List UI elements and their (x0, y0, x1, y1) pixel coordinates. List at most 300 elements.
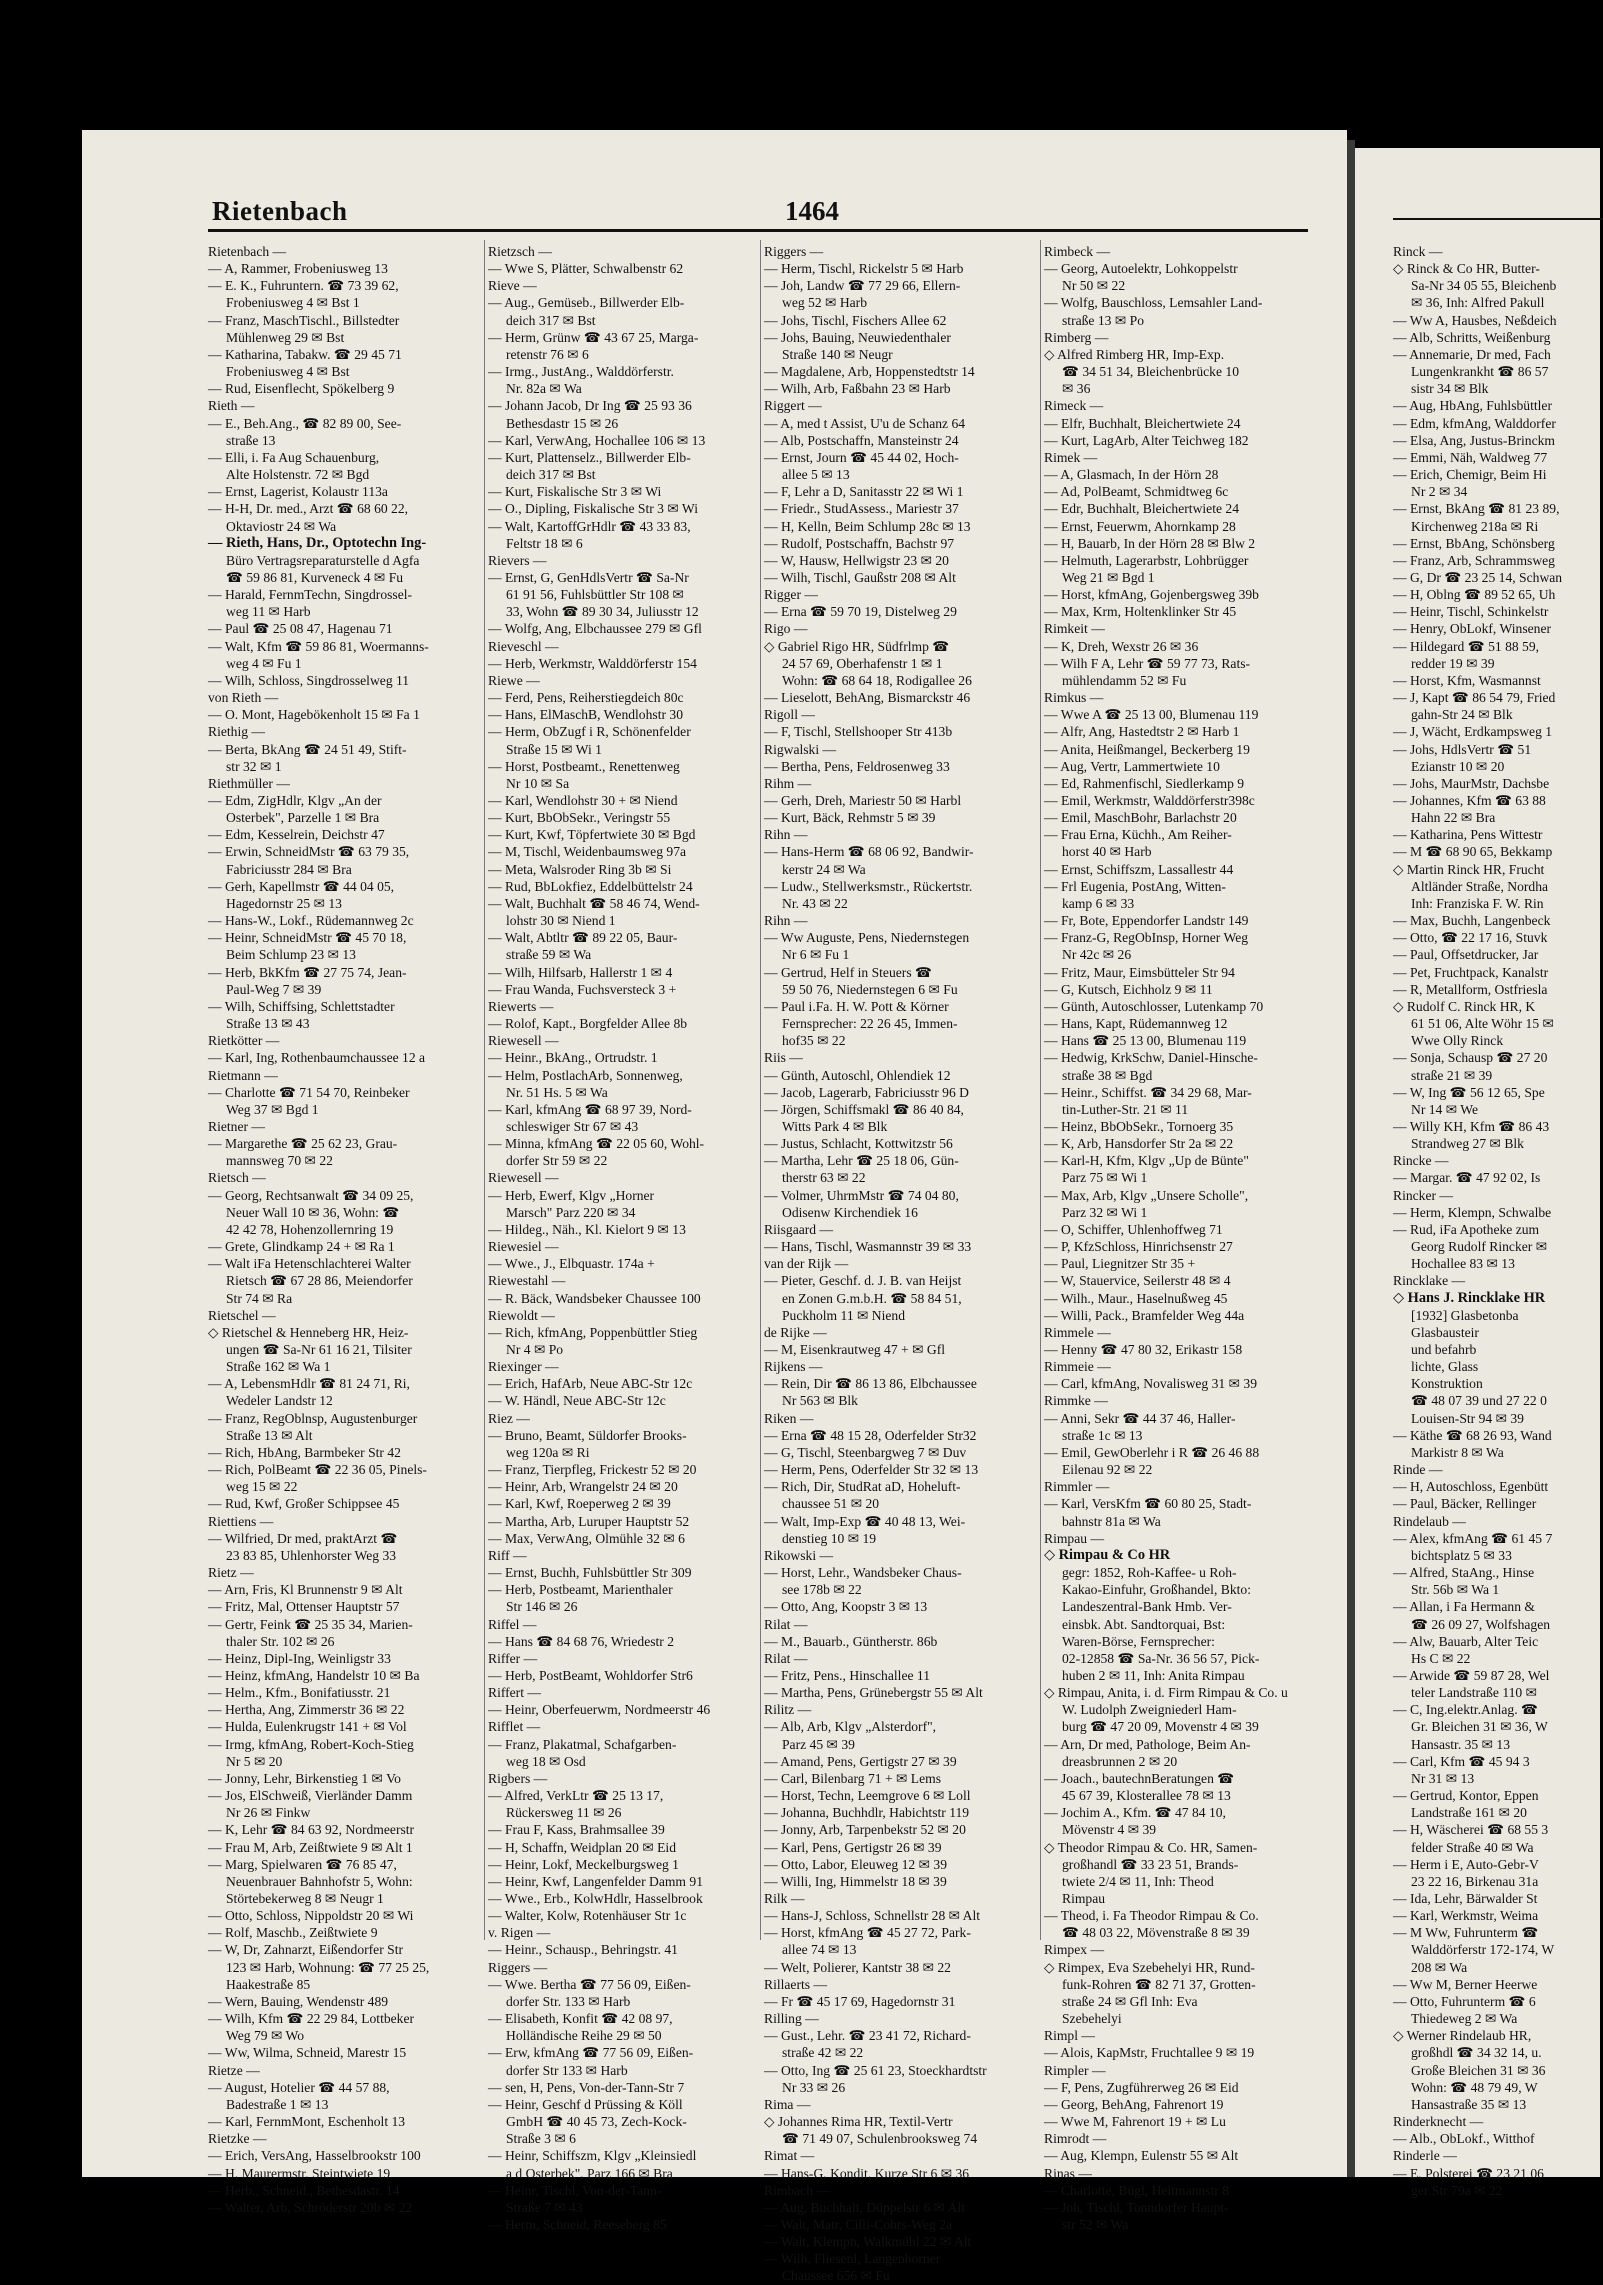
directory-entry: — Frau M, Arb, Zeißtwiete 9 ✉ Alt 1 (208, 1839, 413, 1855)
directory-entry: Rinck — (1393, 244, 1443, 259)
directory-entry: — H-H, Dr. med., Arzt ☎ 68 60 22, (208, 501, 409, 517)
directory-entry: — Aug., Gemüseb., Billwerder Elb- (488, 295, 685, 311)
directory-entry: — Heinr, Oberfeuerwm, Nordmeerstr 46 (488, 1702, 711, 1718)
directory-entry: — Ernst, Lagerist, Kolaustr 113a (208, 484, 388, 500)
directory-entry: ◇ Rimpau, Anita, i. d. Firm Rimpau & Co. u (1044, 1685, 1288, 1701)
directory-entry: — Jonny, Lehr, Birkenstieg 1 ✉ Vo (208, 1770, 401, 1786)
directory-entry: Riexinger — (488, 1359, 559, 1375)
directory-entry: dorfer Str. 133 ✉ Harb (506, 1993, 631, 2009)
directory-entry: — Joh, Tischl, Tonndorfer Haupt- (1044, 2199, 1229, 2215)
directory-entry: — W, Dr, Zahnarzt, Eißendorfer Str (208, 1942, 403, 1958)
directory-entry: 123 ✉ Harb, Wohnung: ☎ 77 25 25, (226, 1959, 430, 1975)
directory-entry: — Max, Buchh, Langenbeck (1393, 913, 1551, 929)
directory-entry: — Herb, Postbeamt, Marienthaler (488, 1582, 673, 1598)
directory-entry: Wohn: ☎ 48 79 49, W (1411, 2079, 1538, 2095)
directory-entry: — H, Schaffn, Weidplan 20 ✉ Eid (488, 1839, 676, 1855)
directory-entry: — Joh, Landw ☎ 77 29 66, Ellern- (764, 278, 961, 294)
directory-entry: Nr. 51 Hs. 5 ✉ Wa (506, 1084, 608, 1100)
directory-entry: — August, Hotelier ☎ 44 57 88, (208, 2079, 390, 2095)
directory-entry: — Ww, Wilma, Schneid, Marestr 15 (208, 2045, 407, 2061)
directory-entry: — C, Ing.elektr.Anlag. ☎ (1393, 1702, 1538, 1718)
directory-entry: — Wilh., Maur., Haselnußweg 45 (1044, 1290, 1228, 1306)
directory-entry: — Walt, Abtltr ☎ 89 22 05, Baur- (488, 930, 678, 946)
directory-entry: — Frau F, Kass, Brahmsallee 39 (488, 1822, 665, 1838)
directory-entry: Rihn — (764, 827, 808, 843)
directory-entry: — Ludw., Stellwerksmstr., Rückertstr. (764, 878, 973, 894)
directory-entry: — Karl, FernmMont, Eschenholt 13 (208, 2114, 406, 2130)
directory-entry: — Gust., Lehr. ☎ 23 41 72, Richard- (764, 2028, 971, 2044)
directory-entry: — Alb., ObLokf., Witthof (1393, 2131, 1535, 2147)
directory-entry: — G, Kutsch, Eichholz 9 ✉ 11 (1044, 981, 1213, 997)
directory-entry: — J, Kapt ☎ 86 54 79, Fried (1393, 690, 1556, 706)
directory-entry: — Franz, RegOblnsp, Augustenburger (208, 1410, 418, 1426)
directory-entry: Büro Vertragsreparaturstelle d Agfa (226, 552, 420, 568)
directory-entry: teler Landstraße 110 ✉ (1411, 1685, 1538, 1701)
directory-entry: — Hans-J, Schloss, Schnellstr 28 ✉ Alt (764, 1908, 981, 1924)
directory-entry: — Jos, ElSchweiß, Vierländer Damm (208, 1788, 413, 1804)
directory-entry: — H, Bauarb, In der Hörn 28 ✉ Blw 2 (1044, 535, 1256, 551)
directory-entry: — Rud, iFa Apotheke zum (1393, 1221, 1540, 1237)
directory-entry: — Martha, Pens, Grünebergstr 55 ✉ Alt (764, 1685, 983, 1701)
directory-entry: — Alb, Schritts, Weißenburg (1393, 329, 1551, 345)
directory-entry: — H, Wäscherei ☎ 68 55 3 (1393, 1822, 1549, 1838)
directory-entry: — Martha, Arb, Luruper Hauptstr 52 (488, 1513, 690, 1529)
directory-entry: — Kurt, Kwf, Töpfertwiete 30 ✉ Bgd (488, 827, 696, 843)
directory-entry: Nr 4 ✉ Po (506, 1342, 564, 1357)
directory-entry: Rilat — (764, 1616, 808, 1632)
directory-entry: — Franz, MaschTischl., Billstedter (208, 312, 400, 328)
directory-entry: — A, Rammer, Frobeniusweg 13 (208, 261, 388, 277)
directory-entry: — Walter, Arb, Schröderstr 20b ✉ 22 (208, 2199, 413, 2215)
directory-entry: — Elli, i. Fa Aug Schauenburg, (208, 449, 380, 465)
directory-entry: — Kurt, LagArb, Alter Teichweg 182 (1044, 432, 1249, 448)
directory-entry: — Emil, GewOberlehr i R ☎ 26 46 88 (1044, 1444, 1260, 1460)
directory-entry: Riggers — (488, 1959, 548, 1975)
page-header (128, 196, 1316, 228)
directory-entry: de Rijke — (764, 1324, 827, 1340)
directory-entry: — Kurt, Bäck, Rehmstr 5 ✉ 39 (764, 810, 936, 826)
directory-entry: Nr 31 ✉ 13 (1411, 1770, 1475, 1786)
directory-entry: van der Rijk — (764, 1256, 849, 1272)
directory-entry: ◇ Rietschel & Henneberg HR, Heiz- (208, 1324, 409, 1340)
directory-entry: — Karl, Werkmstr, Weima (1393, 1908, 1539, 1924)
directory-entry: — Irmg., JustAng., Walddörferstr. (488, 364, 674, 380)
directory-entry: v. Rigen — (488, 1925, 551, 1941)
directory-entry: — P, KfzSchloss, Hinrichsenstr 27 (1044, 1239, 1233, 1255)
directory-entry: — Karl-H, Kfm, Klgv „Up de Bünte" (1044, 1153, 1249, 1169)
directory-entry: Rilk — (764, 1891, 805, 1906)
directory-entry: Rimbach — (764, 2182, 831, 2198)
directory-entry: — W, Hausw, Hellwigstr 23 ✉ 20 (764, 552, 949, 568)
directory-entry: — Paul i.Fa. H. W. Pott & Körner (764, 998, 949, 1014)
directory-entry: Nr 33 ✉ 26 (782, 2079, 846, 2095)
directory-entry: — E. K., Fuhruntern. ☎ 73 39 62, (208, 278, 399, 294)
directory-entry: twiete 2/4 ✉ 11, Inh: Theod (1062, 1873, 1214, 1889)
column-divider (1040, 240, 1041, 1940)
directory-entry: — Volmer, UhrmMstr ☎ 74 04 80, (764, 1187, 959, 1203)
directory-entry: — Ernst, Feuerwm, Ahornkamp 28 (1044, 518, 1236, 534)
directory-entry: — Willi, Ing, Himmelstr 18 ✉ 39 (764, 1873, 947, 1889)
directory-entry: Kakao-Einfuhr, Großhandel, Bkto: (1062, 1582, 1251, 1598)
directory-entry: Landstraße 161 ✉ 20 (1411, 1805, 1527, 1821)
directory-entry: Konstruktion (1411, 1376, 1483, 1392)
directory-entry: — Gertr, Feink ☎ 25 35 34, Marien- (208, 1616, 413, 1632)
directory-entry: Waren-Börse, Fernsprecher: (1062, 1633, 1215, 1649)
directory-entry: — Emil, MaschBohr, Barlachstr 20 (1044, 810, 1237, 826)
directory-entry: ◇ Hans J. Rincklake HR (1393, 1289, 1546, 1306)
directory-entry: Badestraße 1 ✉ 13 (226, 2096, 329, 2112)
directory-entry: — Pet, Fruchtpack, Kanalstr (1393, 964, 1549, 980)
directory-entry: — Kurt, BbObSekr., Veringstr 55 (488, 810, 671, 826)
directory-entry: Hansastraße 35 ✉ 13 (1411, 2096, 1527, 2112)
directory-entry: — Johann Jacob, Dr Ing ☎ 25 93 36 (488, 398, 692, 414)
directory-entry: ✉ 36 (1062, 381, 1091, 397)
directory-entry: — R, Metallform, Ostfriesla (1393, 981, 1548, 997)
directory-entry: Frobeniusweg 4 ✉ Bst (226, 364, 350, 380)
directory-entry: dreasbrunnen 2 ✉ 20 (1062, 1753, 1178, 1769)
directory-entry: Frobeniusweg 4 ✉ Bst 1 (226, 295, 360, 311)
directory-entry: ◇ Werner Rindelaub HR, (1393, 2028, 1532, 2044)
directory-entry: — Henny ☎ 47 80 32, Erikastr 158 (1044, 1342, 1243, 1357)
directory-entry: Riettiens — (208, 1513, 274, 1529)
directory-entry: — Paul, Bäcker, Rellinger (1393, 1496, 1537, 1512)
directory-entry: — Georg, Rechtsanwalt ☎ 34 09 25, (208, 1187, 414, 1203)
directory-entry: — Hildegard ☎ 51 88 59, (1393, 638, 1540, 654)
directory-entry: Rimeck — (1044, 398, 1104, 414)
directory-entry: Walddörferstr 172-174, W (1411, 1942, 1555, 1958)
directory-entry: — Franz, Plakatmal, Schafgarben- (488, 1736, 677, 1752)
directory-entry: bichtsplatz 5 ✉ 33 (1411, 1547, 1512, 1563)
directory-entry: dorfer Str 59 ✉ 22 (506, 1153, 608, 1169)
directory-entry: Rimpler — (1044, 2062, 1106, 2078)
directory-entry: — Erich, HafArb, Neue ABC-Str 12c (488, 1376, 693, 1392)
directory-entry: — Theod, i. Fa Theodor Rimpau & Co. (1044, 1908, 1259, 1924)
directory-entry: Riisgaard — (764, 1221, 834, 1237)
column-divider (484, 240, 485, 1940)
directory-entry: Nr. 82a ✉ Wa (506, 381, 582, 397)
directory-entry: — Erich, Chemigr, Beim Hi (1393, 467, 1547, 483)
directory-entry: — Herb, Werkmstr, Walddörferstr 154 (488, 655, 697, 671)
directory-entry: — Heinr, Lokf, Meckelburgsweg 1 (488, 1856, 679, 1872)
directory-entry: — Walt, Klempn, Walkmühl 22 ✉ Alt (764, 2234, 972, 2250)
directory-entry: Neuer Wall 10 ✉ 36, Wohn: ☎ (226, 1204, 400, 1220)
directory-entry: Rieth — (208, 398, 255, 414)
directory-entry: — Ed, Rahmenfischl, Siedlerkamp 9 (1044, 775, 1245, 791)
directory-entry: — Wilh, Schiffsing, Schlettstadter (208, 998, 395, 1014)
directory-entry: — F, Tischl, Stellshooper Str 413b (764, 724, 953, 740)
directory-entry: horst 40 ✉ Harb (1062, 844, 1152, 860)
directory-entry: — Hans ☎ 84 68 76, Wriedestr 2 (488, 1633, 675, 1649)
directory-entry: weg 15 ✉ 22 (226, 1479, 298, 1495)
directory-entry: Rietsch — (208, 1170, 266, 1186)
directory-entry: — Heinr, Arb, Wrangelstr 24 ✉ 20 (488, 1479, 678, 1495)
directory-entry: Gr. Bleichen 31 ✉ 36, W (1411, 1719, 1548, 1735)
directory-entry: — O. Mont, Hagebökenholt 15 ✉ Fa 1 (208, 707, 420, 723)
directory-entry: — Alfr, Ang, Hastedtstr 2 ✉ Harb 1 (1044, 724, 1240, 740)
directory-entry: — Georg, BehAng, Fahrenort 19 (1044, 2096, 1224, 2112)
directory-entry: weg 18 ✉ Osd (506, 1753, 586, 1769)
directory-entry: — Karl, VersKfm ☎ 60 80 25, Stadt- (1044, 1496, 1252, 1512)
directory-entry: Riis — (764, 1050, 803, 1066)
directory-entry: — M., Bauarb., Güntherstr. 86b (764, 1633, 938, 1649)
directory-entry: — O, Schiffer, Uhlenhoffweg 71 (1044, 1221, 1223, 1237)
directory-entry: Riewesell — (488, 1033, 559, 1049)
directory-entry: Szebehelyi (1062, 2011, 1122, 2027)
directory-entry: — Walt, Kfm ☎ 59 86 81, Woermanns- (208, 638, 429, 654)
directory-entry: 61 51 06, Alte Wöhr 15 ✉ (1411, 1016, 1554, 1032)
directory-entry: — Bruno, Beamt, Süldorfer Brooks- (488, 1427, 687, 1443)
directory-entry: — Paul, Offsetdrucker, Jar (1393, 947, 1539, 963)
directory-entry: Rigo — (764, 621, 808, 637)
directory-entry: Riewoldt — (488, 1307, 555, 1323)
directory-entry: — Hans, Kapt, Rüdemannweg 12 (1044, 1016, 1228, 1032)
directory-entry: Str 74 ✉ Ra (226, 1290, 293, 1306)
directory-entry: — Welt, Polierer, Kantstr 38 ✉ 22 (764, 1959, 951, 1975)
directory-entry: funk-Rohren ☎ 82 71 37, Grotten- (1062, 1976, 1256, 1992)
directory-entry: — Rolof, Kapt., Borgfelder Allee 8b (488, 1016, 688, 1032)
directory-entry: Louisen-Str 94 ✉ 39 (1411, 1410, 1524, 1426)
directory-entry: — Herm i E, Auto-Gebr-V (1393, 1856, 1539, 1872)
directory-entry: — Wwe., Erb., KolwHdlr, Hasselbrook (488, 1891, 703, 1906)
directory-entry: Fabriciusstr 284 ✉ Bra (226, 861, 352, 877)
directory-entry: — H, Maurermstr, Steintwiete 19 (208, 2165, 391, 2181)
directory-entry: en Zonen G.m.b.H. ☎ 58 84 51, (782, 1290, 962, 1306)
directory-entry: — Emil, Werkmstr, Walddörferstr398c (1044, 793, 1255, 808)
directory-entry: ☎ 71 49 07, Schulenbrooksweg 74 (782, 2131, 978, 2147)
directory-entry: — Henry, ObLokf, Winsener (1393, 621, 1552, 637)
directory-entry: Straße 13 ✉ Alt (226, 1427, 313, 1443)
directory-entry: — Fritz, Maur, Eimsbütteler Str 94 (1044, 964, 1235, 980)
column-divider (760, 240, 761, 1940)
directory-entry: weg 11 ✉ Harb (226, 604, 311, 620)
directory-entry: 208 ✉ Wa (1411, 1959, 1468, 1975)
directory-entry: — Charlotte ☎ 71 54 70, Reinbeker (208, 1084, 410, 1100)
directory-entry: — Ww M, Berner Heerwe (1393, 1976, 1538, 1992)
directory-entry: Hochallee 83 ✉ 13 (1411, 1256, 1515, 1272)
directory-entry: — Hans-G, Kondit, Kurze Str 6 ✉ 36 (764, 2165, 970, 2181)
directory-entry: — Aug, Klempn, Eulenstr 55 ✉ Alt (1044, 2148, 1239, 2164)
directory-entry: — Heinr, Kwf, Langenfelder Damm 91 (488, 1873, 703, 1889)
directory-entry: — Hertha, Ang, Zimmerstr 36 ✉ 22 (208, 1702, 405, 1718)
directory-entry: — Jochim A., Kfm. ☎ 47 84 10, (1044, 1805, 1226, 1821)
directory-entry: allee 5 ✉ 13 (782, 467, 850, 483)
directory-entry: — Jacob, Lagerarb, Fabriciusstr 96 D (764, 1084, 969, 1100)
directory-entry: Nr 563 ✉ Blk (782, 1393, 858, 1409)
directory-entry: Nr 50 ✉ 22 (1062, 278, 1126, 294)
directory-entry: Puckholm 11 ✉ Niend (782, 1307, 906, 1323)
directory-entry: großhandl ☎ 33 23 51, Brands- (1062, 1856, 1239, 1872)
directory-entry: — F, Lehr a D, Sanitasstr 22 ✉ Wi 1 (764, 484, 964, 500)
directory-entry: — M Ww, Fuhrunterm ☎ (1393, 1925, 1539, 1941)
directory-entry: — Otto, ☎ 22 17 16, Stuvk (1393, 930, 1548, 946)
directory-entry: — Frl Eugenia, PostAng, Witten- (1044, 878, 1226, 894)
directory-entry: ◇ Rinck & Co HR, Butter- (1393, 261, 1540, 277)
directory-entry: Thiedeweg 2 ✉ Wa (1411, 2011, 1518, 2027)
directory-entry: huben 2 ✉ 11, Inh: Anita Rimpau (1062, 1667, 1245, 1683)
directory-entry: — Arwide ☎ 59 87 28, Wel (1393, 1667, 1550, 1683)
directory-entry: — Walt, Buchhalt ☎ 58 46 74, Wend- (488, 895, 700, 911)
directory-entry: — Jörgen, Schiffsmakl ☎ 86 40 84, (764, 1101, 964, 1117)
directory-entry: ☎ 48 03 22, Mövenstraße 8 ✉ 39 (1062, 1925, 1250, 1941)
directory-entry: Rietner — (208, 1118, 266, 1134)
directory-entry: Eilenau 92 ✉ 22 (1062, 1462, 1153, 1478)
directory-entry: — Walt iFa Hetenschlachterei Walter (208, 1256, 411, 1272)
directory-entry: — Hans, Tischl, Wasmannstr 39 ✉ 33 (764, 1239, 972, 1255)
directory-entry: Riggert — (764, 398, 822, 414)
directory-entry: — Aug, HbAng, Fuhlsbüttler (1393, 398, 1552, 414)
directory-entry: ☎ 34 51 34, Bleichenbrücke 10 (1062, 364, 1239, 380)
directory-entry: — Willy KH, Kfm ☎ 86 43 (1393, 1118, 1550, 1134)
directory-entry: — Herm, Schneid, Reeseberg 85 (488, 2216, 667, 2232)
directory-entry: — A, Glasmach, In der Hörn 28 (1044, 467, 1219, 483)
directory-entry: Rimmele — (1044, 1324, 1111, 1340)
directory-entry: ✉ 36, Inh: Alfred Pakull (1411, 295, 1545, 311)
directory-entry: Rietschel — (208, 1307, 276, 1323)
directory-entry: straße 59 ✉ Wa (506, 947, 592, 963)
directory-entry: — Rud, Kwf, Großer Schippsee 45 (208, 1496, 400, 1512)
directory-entry: — Wilh, Arb, Faßbahn 23 ✉ Harb (764, 381, 951, 397)
directory-entry: — Rich, PolBeamt ☎ 22 36 05, Pinels- (208, 1462, 427, 1478)
directory-entry: Rilitz — (764, 1702, 812, 1718)
directory-entry: tin-Luther-Str. 21 ✉ 11 (1062, 1101, 1189, 1117)
directory-entry: — Margarethe ☎ 25 62 23, Grau- (208, 1136, 398, 1152)
directory-entry: — Alfred, VerkLtr ☎ 25 13 17, (488, 1788, 664, 1804)
directory-entry: — Otto, Labor, Eleuweg 12 ✉ 39 (764, 1856, 947, 1872)
directory-entry: — Herm, Klempn, Schwalbe (1393, 1204, 1552, 1220)
directory-entry: Rietz — (208, 1565, 254, 1581)
directory-entry: — Ad, PolBeamt, Schmidtweg 6c (1044, 484, 1229, 500)
directory-entry: — Wern, Bauing, Wendenstr 489 (208, 1993, 389, 2009)
directory-entry: — Herm, Pens, Oderfelder Str 32 ✉ 13 (764, 1462, 979, 1478)
directory-entry: Rietzsch — (488, 244, 552, 259)
directory-entry: — Wilfried, Dr med, praktArzt ☎ (208, 1530, 398, 1546)
header-rule (208, 229, 1308, 232)
directory-entry: Rigbers — (488, 1770, 548, 1786)
directory-entry: Rihm — (764, 775, 812, 791)
directory-entry: retenstr 76 ✉ 6 (506, 346, 589, 362)
directory-entry: — Günth, Autoschl, Ohlendiek 12 (764, 1067, 951, 1083)
directory-entry: — Ferd, Pens, Reiherstiegdeich 80c (488, 690, 684, 706)
directory-entry: Riggers — (764, 244, 824, 259)
directory-entry: deich 317 ✉ Bst (506, 467, 596, 483)
directory-entry: — Gerh, Kapellmstr ☎ 44 04 05, (208, 878, 395, 894)
directory-entry: — Alb, Arb, Klgv „Alsterdorf", (764, 1719, 937, 1735)
directory-entry: 42 42 78, Hohenzollernring 19 (226, 1221, 394, 1237)
directory-entry: Rimmler — (1044, 1479, 1110, 1495)
directory-entry: Beim Schlump 23 ✉ 13 (226, 947, 356, 963)
directory-entry: gegr: 1852, Roh-Kaffee- u Roh- (1062, 1565, 1237, 1581)
directory-entry: Ezianstr 10 ✉ 20 (1411, 758, 1505, 774)
directory-entry: Hahn 22 ✉ Bra (1411, 810, 1496, 826)
directory-entry: — Hans-Herm ☎ 68 06 92, Bandwir- (764, 844, 974, 860)
directory-entry: Nr 26 ✉ Finkw (226, 1805, 311, 1821)
directory-entry: Rietsch ☎ 67 28 86, Meiendorfer (226, 1273, 413, 1289)
directory-entry: — K, Lehr ☎ 84 63 92, Nordmeerstr (208, 1822, 415, 1838)
directory-entry: Weg 21 ✉ Bgd 1 (1062, 569, 1155, 585)
directory-entry: — R. Bäck, Wandsbeker Chaussee 100 (488, 1290, 701, 1306)
directory-entry: — Ww A, Hausbes, Neßdeich (1393, 312, 1557, 328)
directory-entry: Rincklake — (1393, 1273, 1466, 1289)
directory-entry: — A, med t Assist, U'u de Schanz 64 (764, 415, 966, 431)
directory-entry: — Helm, PostlachArb, Sonnenweg, (488, 1067, 683, 1083)
directory-entry: — Johanna, Buchhdlr, Habichtstr 119 (764, 1805, 970, 1821)
directory-entry: Rinas — (1044, 2165, 1092, 2181)
directory-entry: burg ☎ 47 20 09, Movenstr 4 ✉ 39 (1062, 1719, 1259, 1735)
directory-entry: Große Bleichen 31 ✉ 36 (1411, 2062, 1546, 2078)
directory-entry: Holländische Reihe 29 ✉ 50 (506, 2028, 662, 2044)
directory-entry: — Hedwig, KrkSchw, Daniel-Hinsche- (1044, 1050, 1258, 1066)
directory-entry: — W, Stauervice, Seilerstr 48 ✉ 4 (1044, 1273, 1231, 1289)
directory-entry: — Willi, Pack., Bramfelder Weg 44a (1044, 1307, 1245, 1323)
directory-entry: Rihn — (764, 913, 808, 929)
directory-entry: ◇ Theodor Rimpau & Co. HR, Samen- (1044, 1839, 1258, 1855)
directory-entry: straße 1c ✉ 13 (1062, 1427, 1143, 1443)
directory-entry: Riken — (764, 1410, 814, 1426)
directory-entry: Riewe — (488, 672, 540, 688)
page-number: 1464 (785, 196, 839, 226)
directory-entry: — Heinr., BkAng., Ortrudstr. 1 (488, 1050, 658, 1066)
directory-entry: — E., Beh.Ang., ☎ 82 89 00, See- (208, 415, 402, 431)
directory-entry: Rimpex — (1044, 1942, 1105, 1958)
directory-entry: — Heinr, SchneidMstr ☎ 45 70 18, (208, 930, 407, 946)
directory-entry: Rigoll — (764, 707, 815, 723)
directory-entry: — Edm, kfmAng, Walddorfer (1393, 415, 1556, 431)
directory-entry: — Frau Wanda, Fuchsversteck 3 + (488, 981, 677, 997)
directory-entry: Rigger — (764, 587, 818, 603)
directory-entry: Riewesiel — (488, 1239, 559, 1255)
directory-entry: Chaussee 656 ✉ Fu (782, 2268, 890, 2284)
directory-entry: — Ernst, Journ ☎ 45 44 02, Hoch- (764, 449, 959, 465)
directory-entry: Rinderle — (1393, 2148, 1457, 2164)
directory-entry: — Ernst, G, GenHdlsVertr ☎ Sa-Nr (488, 569, 689, 585)
directory-entry: Rietkötter — (208, 1033, 280, 1049)
directory-entry: Lungenkrankht ☎ 86 57 (1411, 364, 1549, 380)
directory-entry: — O., Dipling, Fiskalische Str 3 ✉ Wi (488, 501, 698, 517)
directory-entry: — Alois, KapMstr, Fruchtallee 9 ✉ 19 (1044, 2045, 1255, 2061)
directory-entry: — Hulda, Eulenkrugstr 141 + ✉ Vol (208, 1719, 407, 1735)
directory-entry: — Horst, Techn, Leemgrove 6 ✉ Loll (764, 1788, 971, 1804)
directory-entry: — Horst, kfmAng, Gojenbergsweg 39b (1044, 587, 1259, 603)
directory-entry: Rilling — (764, 2011, 819, 2027)
directory-entry: — F, Pens, Zugführerweg 26 ✉ Eid (1044, 2079, 1239, 2095)
directory-entry: Strandweg 27 ✉ Blk (1411, 1136, 1524, 1152)
directory-entry: Hs C ✉ 22 (1411, 1650, 1471, 1666)
directory-entry: Rimpau — (1044, 1530, 1105, 1546)
directory-entry: Straße 7 ✉ 43 (506, 2199, 583, 2215)
directory-entry: — Herb, Ewerf, Klgv „Horner (488, 1187, 655, 1203)
directory-entry: — Horst, Lehr., Wandsbeker Chaus- (764, 1565, 962, 1581)
directory-entry: Straße 3 ✉ 6 (506, 2131, 576, 2147)
directory-entry: — Annemarie, Dr med, Fach (1393, 346, 1551, 362)
directory-entry: — K, Arb, Hansdorfer Str 2a ✉ 22 (1044, 1136, 1234, 1152)
directory-entry: — Wolfg, Ang, Elbchaussee 279 ✉ Gfl (488, 621, 702, 637)
directory-entry: straße 42 ✉ 22 (782, 2045, 864, 2061)
directory-entry: — Wwe S, Plätter, Schwalbenstr 62 (488, 261, 684, 277)
directory-entry: — Rud, Eisenflecht, Spökelberg 9 (208, 381, 395, 397)
directory-entry: — Wilh F A, Lehr ☎ 59 77 73, Rats- (1044, 655, 1251, 671)
directory-entry: Markistr 8 ✉ Wa (1411, 1444, 1504, 1460)
directory-entry: straße 24 ✉ Gfl Inh: Eva (1062, 1993, 1198, 2009)
directory-entry: Riffer — (488, 1650, 538, 1666)
directory-entry: Bethesdastr 15 ✉ 26 (506, 415, 619, 431)
directory-entry: — Heinr, Tischl, Schinkelstr (1393, 604, 1549, 620)
directory-entry: — Edm, Kesselrein, Deichstr 47 (208, 827, 385, 843)
directory-entry: — Rud, BbLokfiez, Eddelbüttelstr 24 (488, 878, 693, 894)
directory-entry: — Marg, Spielwaren ☎ 76 85 47, (208, 1856, 397, 1872)
directory-entry: gahn-Str 24 ✉ Blk (1411, 707, 1513, 723)
directory-entry: — Herb., Schneid., Bethesdastr. 14 (208, 2182, 400, 2198)
directory-entry: — Arn, Dr med, Pathologe, Beim An- (1044, 1736, 1251, 1752)
